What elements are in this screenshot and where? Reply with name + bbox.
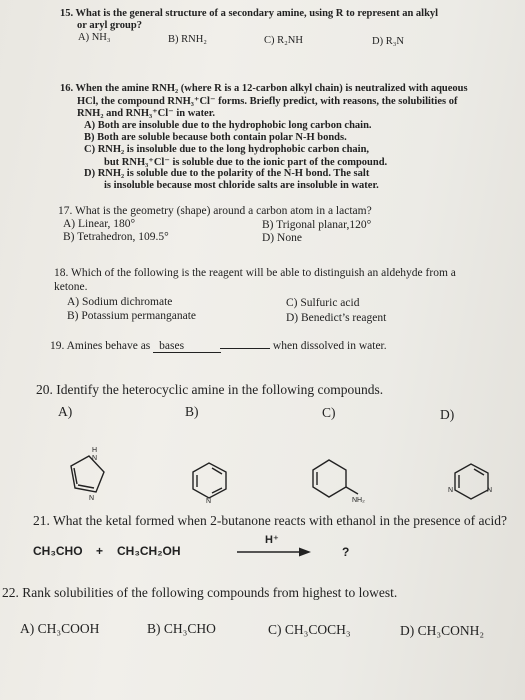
q16-option-c-line1: C) RNH₂ is insoluble due to the long hydrophobic carbon chain, — [84, 144, 370, 155]
structure-d-pyrimidine — [455, 464, 488, 499]
q17-option-a: A) Linear, 180° — [63, 218, 136, 230]
q16-option-d-line1: D) RNH₂ is soluble due to the polarity of the N-H bond. The salt — [84, 168, 370, 179]
q16-option-d-line2: is insoluble because most chloride salts are insoluble in water. — [104, 180, 379, 191]
q18-option-b: B) Potassium permanganate — [67, 310, 197, 322]
q15-option-d: D) R₃N — [372, 36, 404, 47]
q17-stem: 17. What is the geometry (shape) around a carbon atom in a lactam? — [58, 205, 372, 217]
q16-option-b: B) Both are soluble because both contain polar N-H bonds. — [84, 132, 347, 143]
q20-label-c: C) — [322, 405, 336, 420]
reaction-arrow-icon — [235, 546, 315, 558]
q20-label-d: D) — [440, 407, 455, 422]
q21-plus: + — [96, 544, 104, 558]
q15-stem-line2: or aryl group? — [77, 20, 142, 31]
atom-d-n1: N — [448, 487, 454, 494]
q16-stem-line2: HCl, the compound RNH₃⁺Cl⁻ forms. Briefly predict, with reasons, the solubilities of — [77, 96, 458, 107]
q18-option-a: A) Sodium dichromate — [67, 296, 173, 308]
structure-b-pyridine — [193, 463, 226, 498]
structure-a-imidazole — [71, 456, 104, 492]
q21-product: ? — [342, 545, 350, 559]
q18-option-d: D) Benedict’s reagent — [286, 312, 387, 324]
atom-d-n2: N — [487, 487, 493, 494]
q22-option-d: D) CH₃CONH₂ — [400, 623, 485, 638]
q19-answer-blank — [153, 340, 221, 353]
q19-text — [50, 340, 387, 353]
q20-label-b: B) — [185, 404, 199, 419]
atom-c-nh2: NH₂ — [352, 497, 365, 504]
q22-option-b: B) CH₃CHO — [147, 621, 216, 636]
q18-stem-line2: ketone. — [54, 281, 88, 293]
q22-option-c: C) CH₃COCH₃ — [268, 622, 351, 637]
q17-option-c: B) Tetrahedron, 109.5° — [63, 231, 169, 243]
q18-stem-line1: 18. Which of the following is the reagent will be able to distinguish an aldehyde from a — [54, 267, 456, 279]
q21-stem: 21. What the ketal formed when 2-butanone reacts with ethanol in the presence of acid? — [33, 513, 507, 528]
q20-stem: 20. Identify the heterocyclic amine in the following compounds. — [36, 382, 384, 397]
structure-c-amine — [313, 460, 358, 497]
q22-stem: 22. Rank solubilities of the following compounds from highest to lowest. — [2, 585, 398, 600]
q15-option-a: A) NH₃ — [78, 32, 111, 43]
q19-answer: bases — [159, 340, 185, 352]
atom-a-n: N — [89, 495, 95, 502]
q17-option-b: B) Trigonal planar,120° — [262, 219, 372, 231]
q20-label-a: A) — [58, 404, 73, 419]
q18-option-c: C) Sulfuric acid — [286, 297, 360, 309]
q16-option-a: A) Both are insoluble due to the hydrophobic long carbon chain. — [84, 120, 372, 131]
atom-a-nh: N — [92, 455, 98, 462]
q22-option-a: A) CH₃COOH — [20, 621, 100, 636]
atom-b-n: N — [206, 498, 212, 505]
q16-stem-line3: RNH₂ and RNH₃⁺Cl⁻ in water. — [77, 108, 216, 119]
q21-reactant-1: CH₃CHO — [33, 544, 83, 558]
atom-a-h: H — [92, 447, 98, 454]
q15-stem-line1: 15. What is the general structure of a secondary amine, using R to represent an alkyl — [60, 8, 439, 19]
q15-option-c: C) R₂NH — [264, 35, 303, 46]
q21-reactant-2: CH₃CH₂OH — [117, 544, 181, 558]
q15-option-b: B) RNH₂ — [168, 34, 207, 45]
q21-catalyst: H⁺ — [265, 534, 279, 546]
q16-option-c-line2: but RNH₃⁺Cl⁻ is soluble due to the ionic part of the compound. — [104, 157, 388, 168]
q19-blank-tail — [220, 348, 270, 349]
q19-prefix: 19. Amines behave as — [50, 340, 151, 352]
q19-suffix: when dissolved in water. — [272, 340, 387, 352]
q16-stem-line1: 16. When the amine RNH₂ (where R is a 12-carbon alkyl chain) is neutralized with aqueous — [60, 83, 468, 94]
q17-option-d: D) None — [262, 232, 302, 244]
